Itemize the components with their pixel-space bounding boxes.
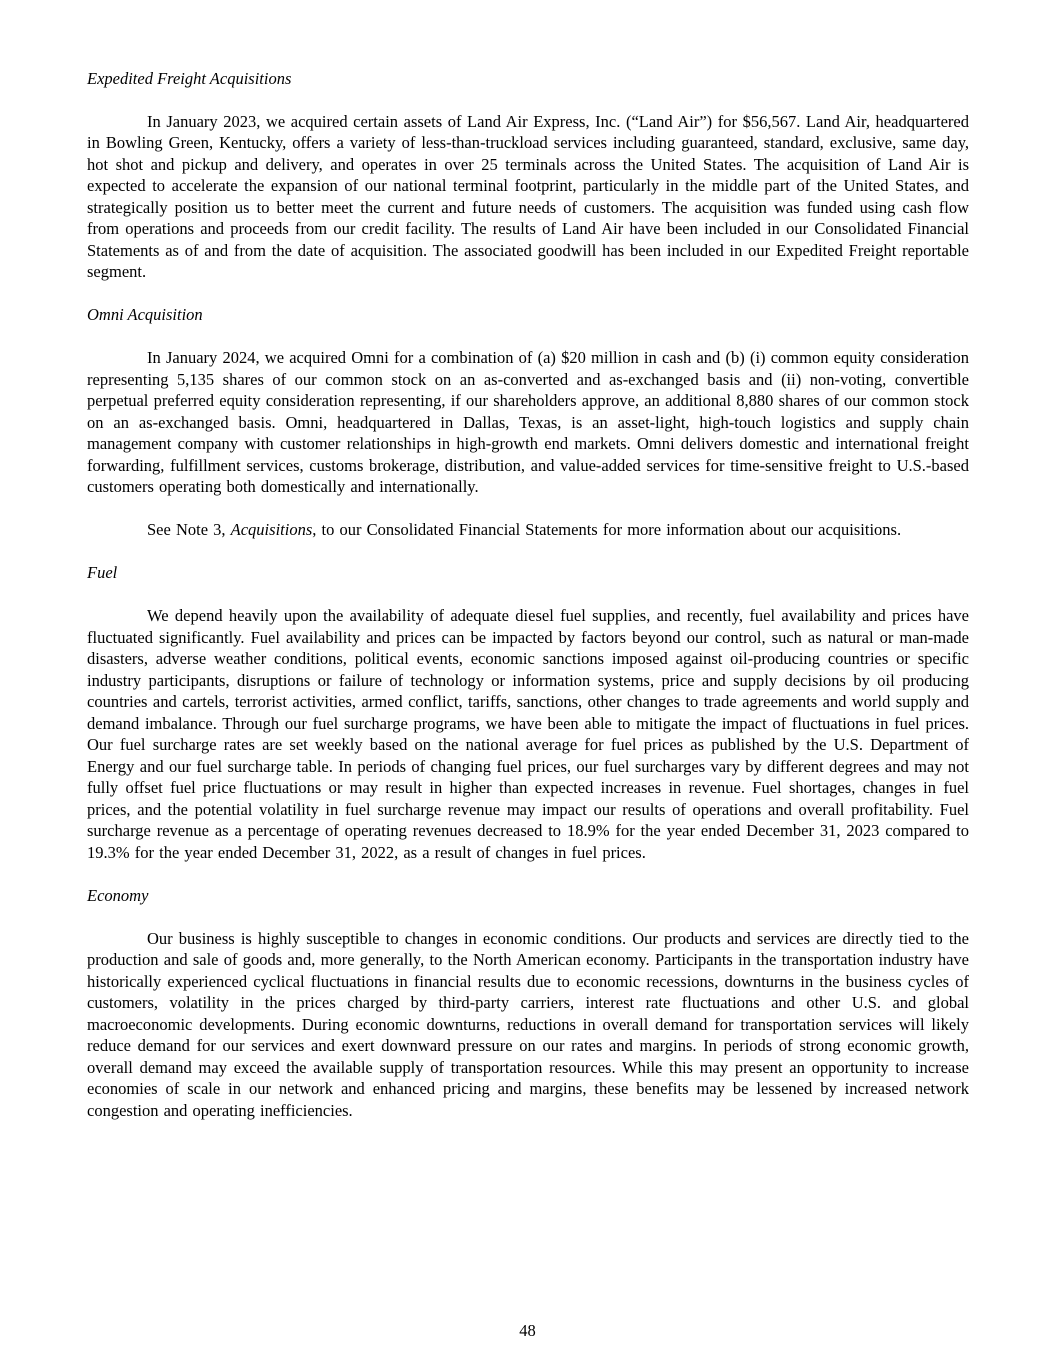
note-reference-title: Acquisitions [230,520,313,539]
paragraph-land-air-acquisition: In January 2023, we acquired certain assets of Land Air Express, Inc. (“Land Air”) for $56,567. Land Air, headquartered in Bowling Green, Kentucky, offers a variety of less-than-truckload services including guaranteed, standard, exclusive, same day, hot shot and pickup and delivery, and operates in over 25 terminals across the United States. The acquisition of Land Air is expected to accelerate the expansion of our national terminal footprint, particularly in the middle part of the United States, and strategically position us to better meet the current and future needs of customers. The acquisition was funded using cash flow from operations and proceeds from our credit facility. The results of Land Air have been included in our Consolidated Financial Statements as of and from the date of acquisition. The associated goodwill has been included in our Expedited Freight reportable segment. [87,111,969,281]
section-fuel [87,562,969,863]
paragraph-note-reference [87,519,969,541]
paragraph-economy: Our business is highly susceptible to changes in economic conditions. Our products and services are directly tied to the production and sale of goods and, more generally, to the North American economy. Participants in the transportation industry have historically experienced cyclical fluctuations in financial results due to economic recessions, downturns in the business cycles of customers, volatility in the prices charged by third-party carriers, interest rate fluctuations and other U.S. and global macroeconomic developments. During economic downturns, reductions in overall demand for transportation services will likely reduce demand for our services and exert downward pressure on our rates and margins. In periods of strong economic growth, overall demand may exceed the available supply of transportation resources. While this may present an opportunity to increase economies of scale in our network and enhanced pricing and margins, these benefits may be lessened by increased network congestion and operating inefficiencies. [87,928,969,1120]
section-heading-expedited-freight-acquisitions: Expedited Freight Acquisitions [87,68,292,88]
section-heading-fuel: Fuel [87,563,118,582]
section-economy [87,885,969,1122]
page-number: 48 [519,1320,536,1340]
section-expedited-freight-acquisitions [87,68,969,283]
page-footer [0,1320,1055,1342]
paragraph-fuel: We depend heavily upon the availability of adequate diesel fuel supplies, and recently, fuel availability and prices have fluctuated significantly. Fuel availability and prices can be impacted by factors beyond our control, such as natural or man-made disasters, adverse weather conditions, political events, economic sanctions imposed against oil-producing countries or specific industry participants, disruptions or failure of technology or information systems, price and supply decisions by oil producing countries and cartels, terrorist activities, armed conflict, tariffs, sanctions, other changes to trade agreements and world supply and demand imbalance. Through our fuel surcharge programs, we have been able to mitigate the impact of fluctuations in fuel prices. Our fuel surcharge rates are set weekly based on the national average for fuel prices as published by the U.S. Department of Energy and our fuel surcharge table. In periods of changing fuel prices, our fuel surcharges vary by different degrees and may not fully offset fuel price fluctuations or may result in higher than expected increases in revenue. Fuel shortages, changes in fuel prices, and the potential volatility in fuel surcharge revenue may impact our results of operations and overall profitability. Fuel surcharge revenue as a percentage of operating revenues decreased to 18.9% for the year ended December 31, 2023 compared to 19.3% for the year ended December 31, 2022, as a result of changes in fuel prices. [87,606,969,862]
section-heading-economy: Economy [87,885,149,905]
note-reference-prefix: See Note 3, [147,520,231,539]
section-omni-acquisition [87,304,969,541]
note-reference-suffix: , to our Consolidated Financial Statements for more information about our acquisitions. [312,520,902,539]
section-heading-omni-acquisition: Omni Acquisition [87,305,203,324]
paragraph-omni-acquisition: In January 2024, we acquired Omni for a combination of (a) $20 million in cash and (b) (i) common equity consideration representing 5,135 shares of our common stock on an as-converted and as-exchanged basis and (ii) non-voting, convertible perpetual preferred equity consideration representing, if our shareholders approve, an additional 8,880 shares of our common stock on an as-exchanged basis. Omni, headquartered in Dallas, Texas, is an asset-light, high-touch logistics and supply chain management company with customer relationships in high-growth end markets. Omni delivers domestic and international freight forwarding, fulfillment services, customs brokerage, distribution, and value-added services for time-sensitive freight to U.S.-based customers operating both domestically and internationally. [87,348,969,496]
